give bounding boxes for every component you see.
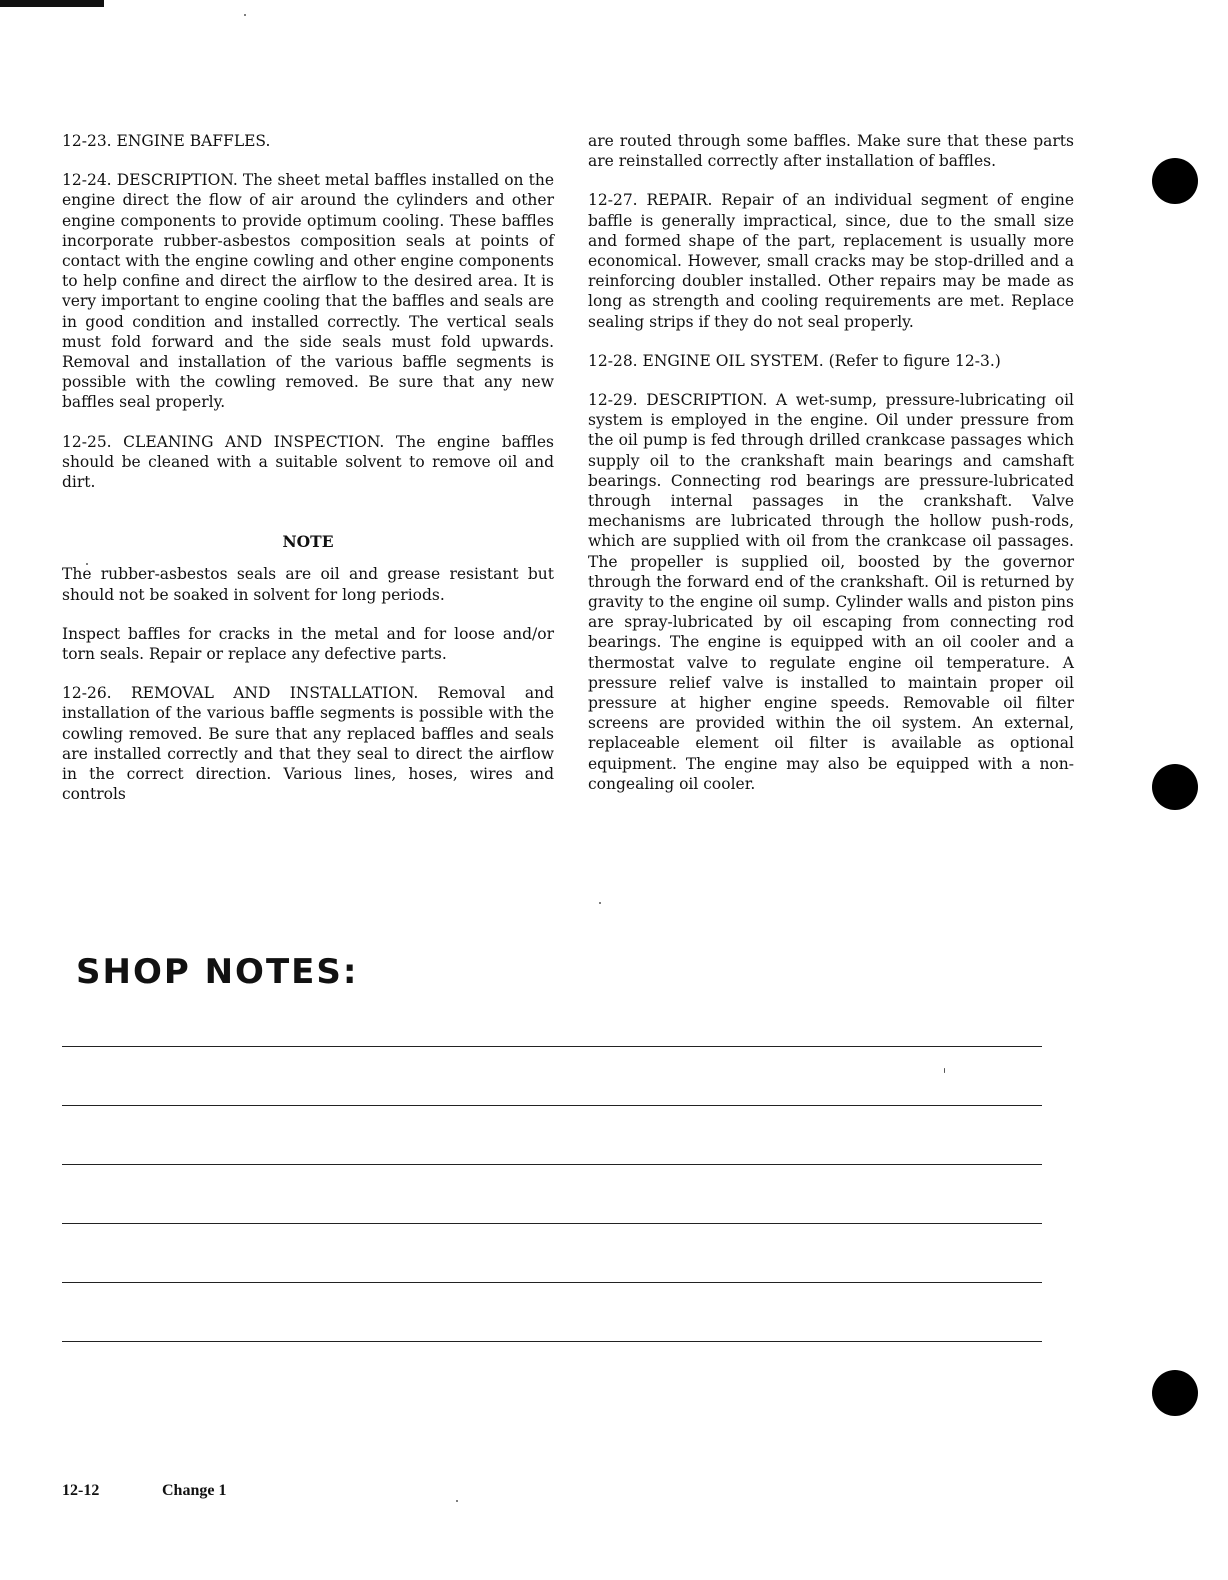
shop-notes-line — [62, 1105, 1042, 1106]
section-12-26-removal: 12-26. REMOVAL AND INSTALLATION. Removal and installation of the various baffle segments is possible with the cowling removed. Be sure that any replaced baffles and seals are installed correctly and that they seal to direct the airflow in the correct direction. Various lines, hoses, wires and controls — [62, 684, 554, 804]
shop-notes-line — [62, 1282, 1042, 1283]
binder-hole — [1152, 1370, 1198, 1416]
binder-hole — [1152, 158, 1198, 204]
section-12-23-heading: 12-23. ENGINE BAFFLES. — [62, 132, 271, 150]
section-12-24-description: 12-24. DESCRIPTION. The sheet metal baffles installed on the engine direct the flow of air around the cylinders and other engine components to provide optimum cooling. These baffles incorporate rubber-asbestos composition seals at points of contact with the engine cowling and other engine components to help confine and direct the airflow to the desired area. It is very important to engine cooling that the baffles and seals are in good condition and installed correctly. The vertical seals must fold forward and the side seals must fold upwards. Removal and installation of the various baffle segments is possible with the cowling removed. Be sure that any new baffles seal properly. — [62, 171, 554, 412]
page-footer — [62, 1482, 226, 1500]
right-column — [588, 131, 1074, 813]
shop-notes-title: SHOP NOTES: — [76, 952, 359, 992]
scan-speck — [944, 1068, 945, 1073]
scan-speck — [244, 14, 246, 16]
section-12-29-description: 12-29. DESCRIPTION. A wet-sump, pressure-lubricating oil system is employed in the engine. Oil under pressure from the oil pump is fed through drilled crankcase passages which supply oil to the crankshaft main bearings and camshaft bearings. Connecting rod bearings are pressure-lubricated through internal passages in the crankshaft. Valve mechanisms are lubricated through the hollow push-rods, which are supplied with oil from the crankcase oil passages. The propeller is supplied oil, boosted by the governor through the forward end of the crankshaft. Oil is returned by gravity to the engine oil sump. Cylinder walls and piston pins are spray-lubricated by oil escaping from connecting rod bearings. The engine is equipped with an oil cooler and a thermostat valve to regulate engine oil temperature. A pressure relief valve is installed to maintain proper oil pressure at higher engine speeds. Removable oil filter screens are provided within the oil system. An external, replaceable element oil filter is available as optional equipment. The engine may also be equipped with a non-congealing oil cooler. — [588, 391, 1074, 793]
shop-notes-line — [62, 1046, 1042, 1047]
left-column — [62, 131, 554, 823]
section-12-26-continued: are routed through some baffles. Make sure that these parts are reinstalled correctly after installation of baffles. — [588, 132, 1074, 171]
corner-registration-bar — [0, 0, 104, 7]
shop-notes-line — [62, 1223, 1042, 1224]
scan-speck — [456, 1500, 458, 1502]
section-12-27-repair: 12-27. REPAIR. Repair of an individual segment of engine baffle is generally impractical, since, due to the small size and formed shape of the part, replacement is usually more economical. However, small cracks may be stop-drilled and a reinforcing doubler installed. Other repairs may be made as long as strength and cooling requirements are met. Replace sealing strips if they do not seal properly. — [588, 191, 1074, 331]
section-12-28-oil-system: 12-28. ENGINE OIL SYSTEM. (Refer to figure 12-3.) — [588, 351, 1001, 370]
note-body: The rubber-asbestos seals are oil and grease resistant but should not be soaked in solvent for long periods. — [62, 565, 554, 604]
binder-hole — [1152, 764, 1198, 810]
shop-notes-line — [62, 1164, 1042, 1165]
scan-speck — [599, 902, 601, 904]
change-label: Change 1 — [162, 1482, 227, 1499]
section-12-25-cleaning: 12-25. CLEANING AND INSPECTION. The engine baffles should be cleaned with a suitable solvent to remove oil and dirt. — [62, 432, 554, 492]
shop-notes-line — [62, 1341, 1042, 1342]
inspect-paragraph: Inspect baffles for cracks in the metal and for loose and/or torn seals. Repair or replace any defective parts. — [62, 624, 554, 664]
page-number: 12-12 — [62, 1482, 100, 1499]
note-title: NOTE — [282, 532, 334, 552]
